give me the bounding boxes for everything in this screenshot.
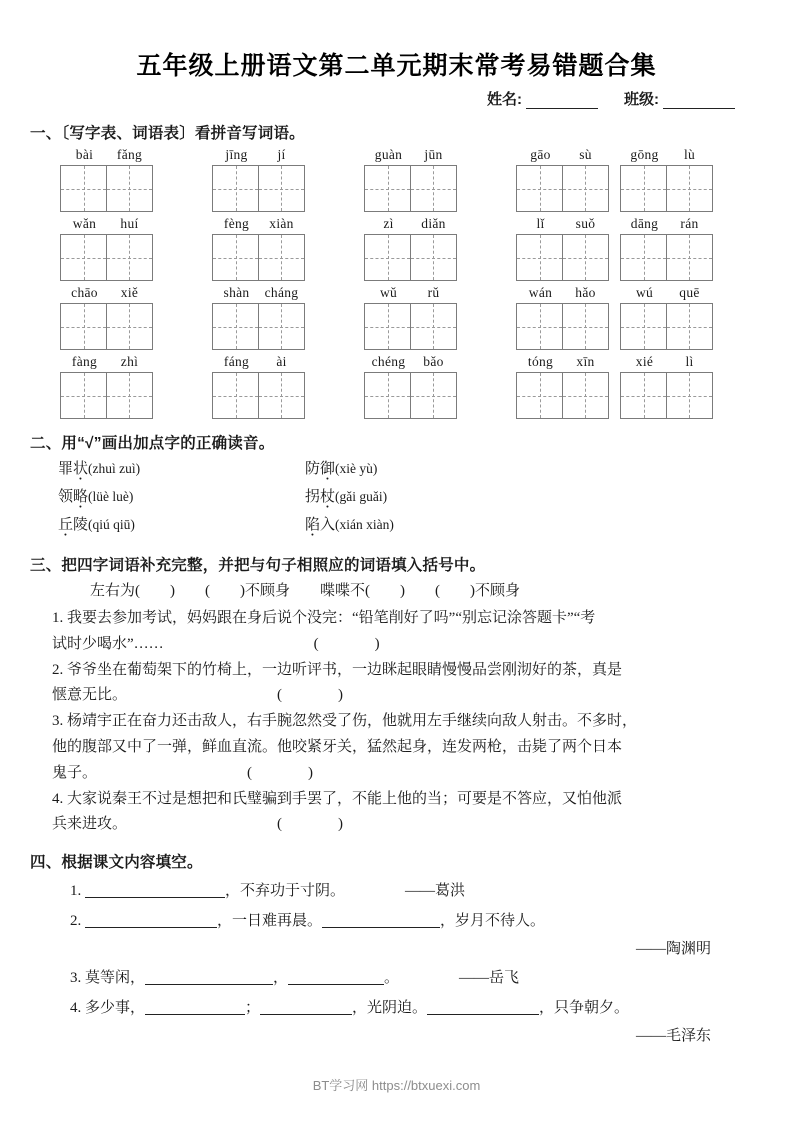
tianzige-grid[interactable] <box>60 234 154 281</box>
pinyin-group <box>60 354 154 419</box>
tianzige-grid[interactable] <box>620 303 714 350</box>
question-text: 他的腹部又中了一弹，鲜血直流。他咬紧牙关，猛然起身，连发两枪，击毙了两个日本 <box>52 738 623 755</box>
pinyin-syllable: gāo <box>530 147 551 162</box>
pinyin-syllable: xīn <box>576 354 595 369</box>
question-text: 2. 爷爷坐在葡萄架下的竹椅上，一边听评书，一边眯起眼睛慢慢品尝刚沏好的茶，真是 <box>52 661 623 678</box>
tianzige-cell[interactable] <box>410 165 457 212</box>
paren-open: ( <box>313 635 319 652</box>
tone-word-prefix: 罪 <box>58 461 74 477</box>
recall-blank[interactable] <box>85 883 225 898</box>
pinyin-group <box>516 216 714 281</box>
pinyin-word <box>60 285 154 350</box>
tianzige-grid[interactable] <box>516 303 610 350</box>
recall-blank[interactable] <box>427 1000 539 1015</box>
tianzige-cell[interactable] <box>620 165 667 212</box>
idiom-blank[interactable] <box>205 579 290 600</box>
pinyin-syllable: diǎn <box>421 216 446 231</box>
pinyin-syllable: huí <box>120 216 139 231</box>
question-text: 试时少喝水”…… <box>52 635 164 652</box>
recall-text: 。 <box>384 970 400 987</box>
pinyin-syllable: jí <box>277 147 286 162</box>
tianzige-cell[interactable] <box>212 303 259 350</box>
tianzige-cell[interactable] <box>60 372 107 419</box>
pinyin-word <box>516 216 610 281</box>
tianzige-grid[interactable] <box>60 372 154 419</box>
tianzige-cell[interactable] <box>562 234 609 281</box>
pinyin-syllable: tóng <box>527 354 554 369</box>
pinyin-label <box>620 147 714 163</box>
recall-blank[interactable] <box>260 1000 352 1015</box>
idiom-before: 左右为( <box>90 583 140 599</box>
question-line <box>30 787 763 813</box>
tianzige-cell[interactable] <box>106 303 153 350</box>
pinyin-column <box>516 216 699 281</box>
tianzige-cell[interactable] <box>212 234 259 281</box>
pinyin-word <box>620 216 714 281</box>
tianzige-grid[interactable] <box>364 234 458 281</box>
tianzige-cell[interactable] <box>516 165 563 212</box>
page-title: 五年级上册语文第二单元期末常考易错题合集 <box>136 52 657 80</box>
pinyin-word <box>620 147 714 212</box>
tianzige-grid[interactable] <box>516 372 610 419</box>
pinyin-group <box>212 354 306 419</box>
tianzige-cell[interactable] <box>516 303 563 350</box>
pinyin-syllable: suǒ <box>575 216 596 231</box>
tone-choice-item[interactable] <box>58 513 305 534</box>
pinyin-group <box>60 285 154 350</box>
tone-options[interactable]: (xián xiàn) <box>335 517 394 532</box>
pinyin-syllable: wú <box>635 285 654 300</box>
pinyin-label <box>212 354 306 370</box>
tianzige-cell[interactable] <box>60 303 107 350</box>
item-number: 1. <box>70 883 82 900</box>
pinyin-label <box>60 285 154 301</box>
pinyin-syllable: jūn <box>424 147 443 162</box>
tianzige-grid[interactable] <box>212 165 306 212</box>
pinyin-group <box>364 147 458 212</box>
pinyin-label <box>212 147 306 163</box>
pinyin-label <box>364 354 458 370</box>
pinyin-group <box>364 216 458 281</box>
pinyin-syllable: zhì <box>120 354 139 369</box>
pinyin-word <box>364 147 458 212</box>
recall-text: ，光阴迫。 <box>352 1000 428 1017</box>
question-text: 1. 我要去参加考试，妈妈跟在身后说个没完：“铅笔削好了吗”“别忘记涂答题卡”“考 <box>52 610 596 626</box>
pinyin-syllable: lì <box>685 354 694 369</box>
section-4-heading: 四、根据课文内容填空。 <box>30 854 203 872</box>
pinyin-syllable: hǎo <box>575 285 596 300</box>
tone-word-prefix: 防 <box>305 461 321 477</box>
tone-options[interactable]: (gǎi guǎi) <box>335 489 388 504</box>
tianzige-cell[interactable] <box>516 234 563 281</box>
question-text: 4. 大家说秦王不过是想把和氏璧骗到手罢了，不能上他的当；可要是不答应，又怕他派 <box>52 790 623 807</box>
pinyin-word <box>620 285 714 350</box>
pinyin-writing-area <box>30 147 763 419</box>
pinyin-label <box>364 147 458 163</box>
pinyin-group <box>516 285 714 350</box>
tianzige-cell[interactable] <box>562 303 609 350</box>
pinyin-column <box>212 285 364 350</box>
recall-text: ， <box>273 970 289 987</box>
tone-options[interactable]: (zhuì zuì) <box>88 461 141 476</box>
idiom-after: )不顾身 <box>240 583 290 599</box>
tone-choice-item[interactable] <box>305 485 552 506</box>
dotted-character: 状 <box>73 461 89 477</box>
tianzige-cell[interactable] <box>666 372 713 419</box>
tone-options[interactable]: (xiè yù) <box>335 461 378 476</box>
tianzige-cell[interactable] <box>666 303 713 350</box>
pinyin-syllable: gōng <box>630 147 659 162</box>
tianzige-cell[interactable] <box>410 303 457 350</box>
question-line <box>30 606 763 632</box>
pinyin-word <box>516 354 610 419</box>
attribution-line <box>30 936 763 963</box>
idiom-before: ( <box>435 583 440 599</box>
pinyin-word <box>212 285 306 350</box>
pinyin-column <box>364 285 516 350</box>
tianzige-cell[interactable] <box>258 234 305 281</box>
paren-close: ) <box>338 816 344 833</box>
pinyin-word <box>212 354 306 419</box>
idiom-before: 喋喋不( <box>320 583 370 599</box>
pinyin-group <box>212 285 306 350</box>
recall-text: ，只争朝夕。 <box>539 1000 630 1017</box>
idiom-after: ) <box>170 583 175 599</box>
pinyin-row <box>30 216 763 281</box>
pinyin-syllable: xié <box>635 354 654 369</box>
answer-parenthesis[interactable] <box>247 761 313 787</box>
tianzige-grid[interactable] <box>364 303 458 350</box>
name-field[interactable] <box>487 88 598 109</box>
pinyin-label <box>364 216 458 232</box>
recall-blank[interactable] <box>85 913 217 928</box>
pinyin-syllable: bǎo <box>423 354 444 369</box>
tianzige-cell[interactable] <box>666 165 713 212</box>
pinyin-word <box>516 147 610 212</box>
recall-text: 多少事， <box>85 1000 146 1017</box>
pinyin-syllable: zì <box>383 216 394 231</box>
recall-blank[interactable] <box>288 970 384 985</box>
pinyin-label <box>516 147 610 163</box>
pinyin-syllable: wán <box>528 285 553 300</box>
pinyin-word <box>60 216 154 281</box>
recall-text: ，岁月不待人。 <box>440 913 546 930</box>
tone-word-suffix: 陵 <box>73 517 89 533</box>
pinyin-syllable: lǐ <box>536 216 545 231</box>
question-line <box>30 683 763 709</box>
tianzige-grid[interactable] <box>60 165 154 212</box>
dotted-character: 陷 <box>305 517 321 533</box>
tianzige-cell[interactable] <box>620 234 667 281</box>
tone-options[interactable]: (qiú qiū) <box>88 517 135 532</box>
tianzige-grid[interactable] <box>212 303 306 350</box>
question-line <box>30 812 763 838</box>
tianzige-grid[interactable] <box>620 372 714 419</box>
tianzige-cell[interactable] <box>364 303 411 350</box>
pinyin-column <box>364 216 516 281</box>
tone-choice-item[interactable] <box>305 513 552 534</box>
recall-text: ，一日难再晨。 <box>217 913 323 930</box>
pinyin-row <box>30 354 763 419</box>
pinyin-syllable: chéng <box>371 354 406 369</box>
tianzige-cell[interactable] <box>410 234 457 281</box>
pinyin-column <box>60 285 212 350</box>
pinyin-label <box>620 354 714 370</box>
paren-open: ( <box>277 687 283 704</box>
idiom-question-area <box>30 606 763 838</box>
pinyin-group <box>60 147 154 212</box>
pinyin-syllable: fàng <box>71 354 98 369</box>
pinyin-syllable: sù <box>579 147 592 162</box>
pinyin-syllable: fǎng <box>116 147 143 162</box>
idiom-blank[interactable] <box>435 579 520 600</box>
dotted-character: 杖 <box>320 489 336 505</box>
idiom-before: ( <box>205 583 210 599</box>
question-text: 兵来进攻。 <box>52 816 128 833</box>
tone-choice-item[interactable] <box>58 457 305 478</box>
question-line <box>30 761 763 787</box>
tianzige-cell[interactable] <box>258 165 305 212</box>
recall-text: ，不弃功于寸阴。 <box>225 883 346 900</box>
pinyin-syllable: bài <box>75 147 94 162</box>
pinyin-word <box>212 147 306 212</box>
tianzige-cell[interactable] <box>620 372 667 419</box>
recall-item <box>30 993 763 1023</box>
recall-text: ； <box>245 1000 261 1017</box>
question-line <box>30 735 763 761</box>
idiom-after: ) <box>400 583 405 599</box>
pinyin-column <box>364 354 516 419</box>
tianzige-cell[interactable] <box>620 303 667 350</box>
pinyin-column <box>516 354 694 419</box>
attribution: ——陶渊明 <box>635 941 711 958</box>
tianzige-grid[interactable] <box>364 372 458 419</box>
item-number: 2. <box>70 913 82 930</box>
idiom-fill-row <box>30 579 763 600</box>
question-line <box>30 709 763 735</box>
tianzige-grid[interactable] <box>364 165 458 212</box>
attribution: ——葛洪 <box>405 883 466 900</box>
pinyin-column <box>212 354 364 419</box>
pinyin-word <box>364 216 458 281</box>
pinyin-group <box>212 147 306 212</box>
pinyin-syllable: wǔ <box>379 285 398 300</box>
pinyin-group <box>60 216 154 281</box>
tone-word-prefix: 拐 <box>305 489 321 505</box>
attribution: ——岳飞 <box>459 970 520 987</box>
idiom-blank[interactable] <box>90 579 175 600</box>
pinyin-label <box>60 147 154 163</box>
pinyin-word <box>60 147 154 212</box>
pinyin-syllable: fáng <box>223 354 250 369</box>
pinyin-syllable: ài <box>276 354 287 369</box>
question-line <box>30 632 763 658</box>
paren-close: ) <box>374 635 380 652</box>
section-1-heading: 一、〔写字表、词语表〕看拼音写词语。 <box>30 125 305 142</box>
recall-blank[interactable] <box>145 1000 245 1015</box>
question-text: 惬意无比。 <box>52 687 128 704</box>
pinyin-syllable: quē <box>679 285 700 300</box>
paren-open: ( <box>247 764 253 781</box>
tianzige-cell[interactable] <box>410 372 457 419</box>
section-2-heading: 二、用“√”画出加点字的正确读音。 <box>30 435 275 452</box>
paren-close: ) <box>338 687 344 704</box>
tianzige-grid[interactable] <box>620 234 714 281</box>
pinyin-syllable: shàn <box>223 285 250 300</box>
recall-blank[interactable] <box>322 913 440 928</box>
tianzige-cell[interactable] <box>106 234 153 281</box>
idiom-after: )不顾身 <box>470 583 520 599</box>
idiom-blank[interactable] <box>320 579 405 600</box>
tianzige-cell[interactable] <box>212 372 259 419</box>
tianzige-grid[interactable] <box>212 372 306 419</box>
section-3-heading: 三、把四字词语补充完整，并把与句子相照应的词语填入括号中。 <box>30 557 486 574</box>
recall-item <box>30 963 763 993</box>
pinyin-syllable: fèng <box>223 216 250 231</box>
tone-choice-item[interactable] <box>305 457 552 478</box>
tianzige-cell[interactable] <box>364 372 411 419</box>
pinyin-syllable: jīng <box>225 147 248 162</box>
dotted-character: 丘 <box>58 517 74 533</box>
dotted-character: 御 <box>320 461 336 477</box>
tone-word-suffix: 入 <box>320 517 336 533</box>
recall-blank[interactable] <box>145 970 273 985</box>
class-label: 班级: <box>624 91 659 108</box>
pinyin-label <box>516 354 610 370</box>
tianzige-cell[interactable] <box>364 165 411 212</box>
tianzige-cell[interactable] <box>60 234 107 281</box>
tianzige-grid[interactable] <box>212 234 306 281</box>
tianzige-cell[interactable] <box>212 165 259 212</box>
pinyin-word <box>516 285 610 350</box>
pinyin-syllable: xiě <box>120 285 139 300</box>
pinyin-column <box>60 147 212 212</box>
pinyin-word <box>212 216 306 281</box>
answer-parenthesis[interactable] <box>314 632 380 658</box>
pinyin-syllable: rǔ <box>427 285 440 300</box>
pinyin-label <box>620 285 714 301</box>
pinyin-column <box>212 216 364 281</box>
tianzige-cell[interactable] <box>516 372 563 419</box>
pinyin-column <box>516 285 700 350</box>
pinyin-syllable: guàn <box>374 147 403 162</box>
pinyin-syllable: lù <box>683 147 696 162</box>
pinyin-column <box>60 354 212 419</box>
tianzige-cell[interactable] <box>106 372 153 419</box>
pinyin-group <box>516 147 714 212</box>
recall-text: 莫等闲， <box>85 970 146 987</box>
pinyin-column <box>212 147 364 212</box>
tianzige-cell[interactable] <box>562 165 609 212</box>
paren-open: ( <box>277 816 283 833</box>
pinyin-syllable: dāng <box>630 216 659 231</box>
attribution: ——毛泽东 <box>635 1028 711 1045</box>
name-blank[interactable] <box>526 96 598 109</box>
pinyin-syllable: chāo <box>71 285 98 300</box>
pinyin-row <box>30 285 763 350</box>
pinyin-group <box>364 285 458 350</box>
student-id-line <box>30 88 763 109</box>
tianzige-grid[interactable] <box>516 234 610 281</box>
pinyin-label <box>60 216 154 232</box>
pinyin-syllable: xiàn <box>269 216 294 231</box>
tianzige-cell[interactable] <box>364 234 411 281</box>
pinyin-column <box>364 147 516 212</box>
tianzige-cell[interactable] <box>258 372 305 419</box>
pinyin-word <box>620 354 714 419</box>
tianzige-cell[interactable] <box>258 303 305 350</box>
pinyin-column <box>516 147 696 212</box>
pinyin-syllable: rán <box>680 216 699 231</box>
pinyin-label <box>364 285 458 301</box>
pinyin-column <box>60 216 212 281</box>
item-number: 4. <box>70 1000 82 1017</box>
pinyin-syllable: cháng <box>264 285 299 300</box>
question-line <box>30 658 763 684</box>
pinyin-label <box>516 216 610 232</box>
footer-watermark: BT学习网 https://btxuexi.com <box>312 1078 481 1093</box>
tianzige-grid[interactable] <box>516 165 610 212</box>
question-text: 3. 杨靖宇正在奋力还击敌人，右手腕忽然受了伤，他就用左手继续向敌人射击。不多时， <box>52 713 638 730</box>
name-label: 姓名: <box>487 91 522 108</box>
tianzige-cell[interactable] <box>666 234 713 281</box>
text-recall-area <box>30 876 763 1050</box>
pinyin-label <box>212 285 306 301</box>
pinyin-label <box>60 354 154 370</box>
pinyin-word <box>364 285 458 350</box>
recall-item <box>30 906 763 936</box>
dotted-character: 略 <box>73 489 89 505</box>
question-text: 鬼子。 <box>52 764 98 781</box>
paren-close: ) <box>308 764 314 781</box>
pinyin-word <box>60 354 154 419</box>
pinyin-group <box>364 354 458 419</box>
pinyin-group <box>516 354 714 419</box>
class-field[interactable] <box>624 88 735 109</box>
pinyin-row <box>30 147 763 212</box>
tianzige-cell[interactable] <box>60 165 107 212</box>
item-number: 3. <box>70 970 82 987</box>
pinyin-syllable: wǎn <box>72 216 97 231</box>
tianzige-cell[interactable] <box>106 165 153 212</box>
pinyin-label <box>212 216 306 232</box>
pinyin-word <box>364 354 458 419</box>
pinyin-label <box>516 285 610 301</box>
class-blank[interactable] <box>663 96 735 109</box>
pinyin-label <box>620 216 714 232</box>
pinyin-group <box>212 216 306 281</box>
tone-choice-item[interactable] <box>58 485 305 506</box>
answer-parenthesis[interactable] <box>277 812 343 838</box>
tone-word-prefix: 领 <box>58 489 74 505</box>
tone-choice-area <box>30 457 763 541</box>
tianzige-grid[interactable] <box>620 165 714 212</box>
answer-parenthesis[interactable] <box>277 683 343 709</box>
tianzige-cell[interactable] <box>562 372 609 419</box>
recall-item <box>30 876 763 906</box>
tone-options[interactable]: (lüè luè) <box>88 489 134 504</box>
attribution-line <box>30 1023 763 1050</box>
tianzige-grid[interactable] <box>60 303 154 350</box>
